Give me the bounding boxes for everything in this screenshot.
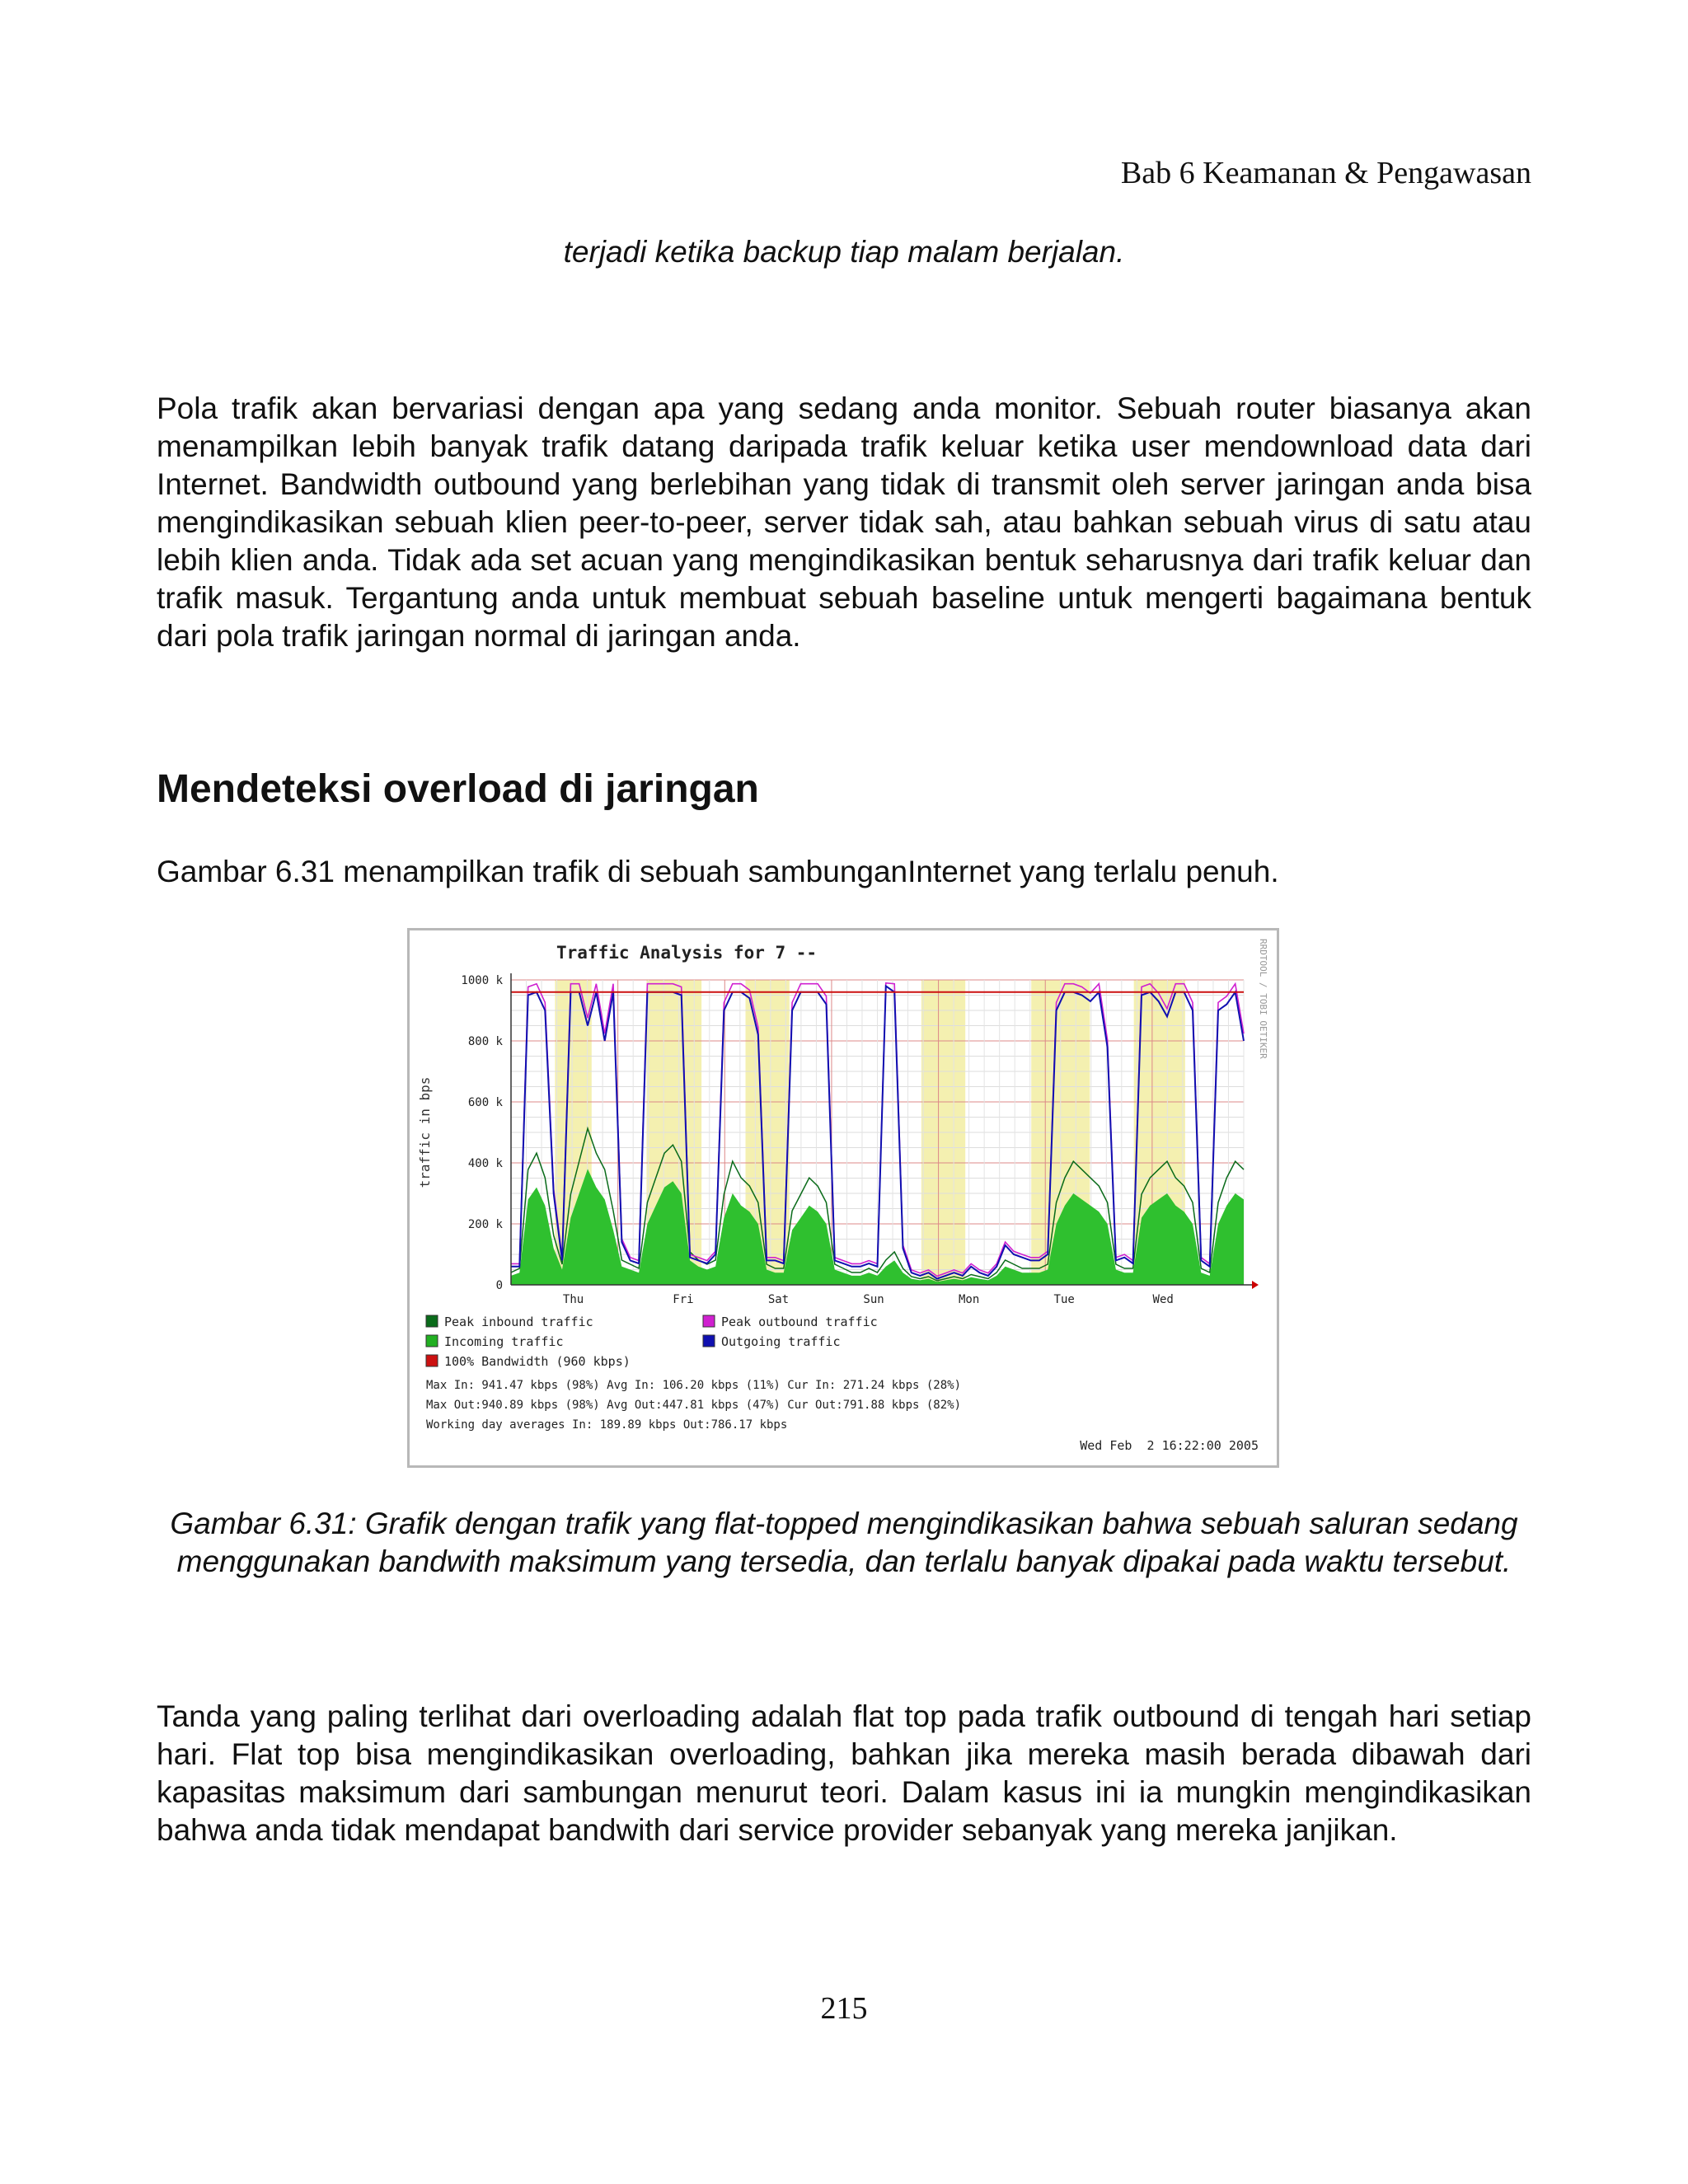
figure-caption: Gambar 6.31: Grafik dengan trafik yang flat-topped mengindikasikan bahwa sebuah saluran sedang menggunakan bandwith maksimum yang tersedia, dan terlalu banyak dipakai pada waktu tersebut.: [170, 1507, 1518, 1578]
stats-line: Working day averages In: 189.89 kbps Out:786.17 kbps: [426, 1418, 788, 1432]
rrdtool-credit: RRDTOOL / TOBI OETIKER: [1258, 939, 1268, 1059]
x-tick-label: Thu: [562, 1293, 584, 1306]
legend-label: Incoming traffic: [444, 1334, 564, 1349]
stats-line: Max In: 941.47 kbps (98%) Avg In: 106.20 kbps (11%) Cur In: 271.24 kbps (28%): [426, 1379, 962, 1392]
legend-swatch: [703, 1335, 715, 1347]
chart-timestamp: Wed Feb 2 16:22:00 2005: [1080, 1438, 1259, 1453]
y-tick-label: 800 k: [467, 1035, 503, 1048]
x-tick-label: Tue: [1053, 1293, 1075, 1306]
y-tick-label: 1000 k: [461, 974, 503, 987]
legend-label: Outgoing traffic: [721, 1334, 841, 1349]
legend-swatch: [426, 1335, 438, 1347]
x-tick-label: Sun: [863, 1293, 884, 1306]
x-tick-label: Fri: [673, 1293, 694, 1306]
stats-line: Max Out:940.89 kbps (98%) Avg Out:447.81 kbps (47%) Cur Out:791.88 kbps (82%): [426, 1399, 962, 1412]
y-tick-label: 0: [495, 1279, 503, 1292]
x-axis-arrow: [1252, 1281, 1259, 1289]
traffic-chart: [410, 930, 1277, 1465]
y-tick-label: 600 k: [467, 1096, 503, 1109]
intro-caption: terjadi ketika backup tiap malam berjalan.: [563, 235, 1125, 269]
legend-swatch: [426, 1315, 438, 1327]
x-tick-label: Mon: [958, 1293, 980, 1306]
traffic-chart-figure: [407, 928, 1279, 1468]
legend-label: Peak outbound traffic: [721, 1315, 878, 1329]
figure-intro: Gambar 6.31 menampilkan trafik di sebuah sambunganInternet yang terlalu penuh.: [157, 855, 1279, 888]
y-tick-label: 400 k: [467, 1157, 503, 1170]
legend-swatch: [703, 1315, 715, 1327]
page-number: 215: [820, 1991, 868, 2026]
paragraph-overloading: Tanda yang paling terlihat dari overloading adalah flat top pada trafik outbound di tengah hari setiap hari. Flat top bisa mengindikasikan overloading, bahkan jika mereka masih berada dibawah dari kapasitas maksimum dari sambungan menurut teori. Dalam kasus ini ia mungkin mengindikasikan bahwa anda tidak mendapat bandwith dari service provider sebanyak yang mereka janjikan.: [157, 1699, 1531, 1847]
legend-swatch: [426, 1355, 438, 1366]
legend-label: Peak inbound traffic: [444, 1315, 593, 1329]
legend-label: 100% Bandwidth (960 kbps): [444, 1354, 631, 1369]
x-tick-label: Wed: [1152, 1293, 1174, 1306]
paragraph-traffic-patterns: Pola trafik akan bervariasi dengan apa yang sedang anda monitor. Sebuah router biasanya akan menampilkan lebih banyak trafik datang daripada trafik keluar ketika user mendownload data dari Internet. Bandwidth outbound yang berlebihan yang tidak di transmit oleh server jaringan anda bisa mengindikasikan sebuah klien peer-to-peer, server tidak sah, atau bahkan sebuah virus di satu atau lebih klien anda. Tidak ada set acuan yang mengindikasikan bentuk seharusnya dari trafik keluar dan trafik masuk. Tergantung anda untuk membuat sebuah baseline untuk mengerti bagaimana bentuk dari pola trafik jaringan normal di jaringan anda.: [157, 391, 1531, 653]
chart-title: Traffic Analysis for 7 --: [556, 943, 818, 963]
y-axis-label: traffic in bps: [417, 1076, 433, 1188]
x-tick-label: Sat: [767, 1293, 790, 1306]
running-head: Bab 6 Keamanan & Pengawasan: [1120, 156, 1531, 190]
y-tick-label: 200 k: [467, 1218, 503, 1231]
section-heading: Mendeteksi overload di jaringan: [157, 767, 759, 811]
